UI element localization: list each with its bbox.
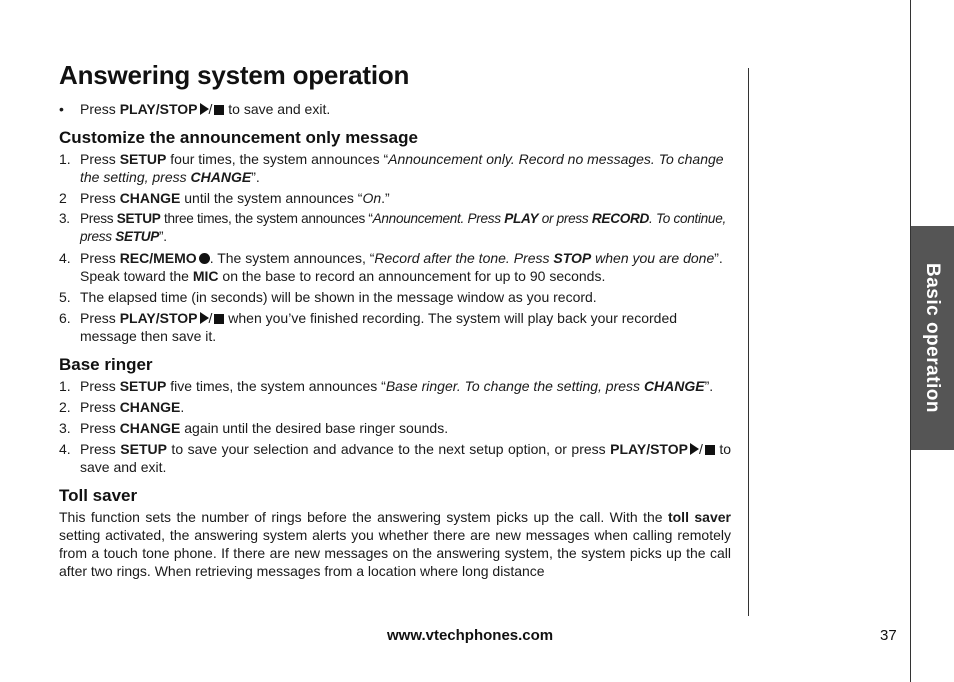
intro-bullet: • Press PLAY/STOP / to save and exit. [59, 101, 331, 117]
record-icon [199, 253, 210, 264]
list-item: 1. Press SETUP five times, the system announces “Base ringer. To change the setting, press CHANGE”. [59, 378, 714, 394]
list-item: 2 Press CHANGE until the system announces “On.” [59, 190, 390, 206]
list-item: 1. Press SETUP four times, the system announces “Announcement only. Record no messages. To change the setting, press CHANGE”. [59, 151, 724, 185]
bullet-mark: • [59, 101, 64, 117]
base-ringer-steps [59, 377, 731, 476]
list-item: 3. Press SETUP three times, the system announces “Announcement. Press PLAY or press RECORD. To continue, press SETUP”. [59, 211, 726, 244]
list-item: 4. Press SETUP to save your selection and advance to the next setup option, or press PLAY/STOP / to save and exit. [59, 441, 731, 475]
list-item: 2. Press CHANGE. [59, 399, 185, 415]
column-divider [748, 68, 749, 616]
section-heading-toll-saver: Toll saver [59, 486, 138, 505]
stop-icon [214, 314, 224, 324]
page-title: Answering system operation [59, 60, 410, 90]
page-number: 37 [880, 627, 897, 644]
list-item: 3. Press CHANGE again until the desired base ringer sounds. [59, 420, 449, 436]
section-heading-announcement: Customize the announcement only message [59, 128, 418, 147]
footer-url: www.vtechphones.com [387, 627, 554, 644]
announcement-steps [59, 150, 731, 345]
stop-icon [214, 105, 224, 115]
play-icon [200, 103, 209, 115]
play-icon [690, 443, 699, 455]
side-tab-label: Basic operation [922, 262, 944, 414]
list-item: 5. The elapsed time (in seconds) will be shown in the message window as you record. [59, 289, 597, 305]
list-item: 4. Press REC/MEMO . The system announces, “Record after the tone. Press STOP when you are done”. Speak toward the MIC on the base to record an announcement for up to 90 seconds. [59, 250, 723, 284]
toll-saver-paragraph: This function sets the number of rings before the answering system picks up the call. With the toll saver setting activated, the answering system alerts you whether there are new messages when calling remotely from a touch tone phone. If there are new messages on the answering system, the system picks up the call after two rings. When retrieving messages from a location where long distance [59, 509, 731, 579]
section-heading-base-ringer: Base ringer [59, 355, 153, 374]
section-side-tab [911, 226, 954, 450]
play-icon [200, 312, 209, 324]
stop-icon [705, 445, 715, 455]
list-item: 6. Press PLAY/STOP / when you’ve finished recording. The system will play back your recorded message then save it. [59, 310, 678, 344]
main-content [59, 100, 731, 580]
